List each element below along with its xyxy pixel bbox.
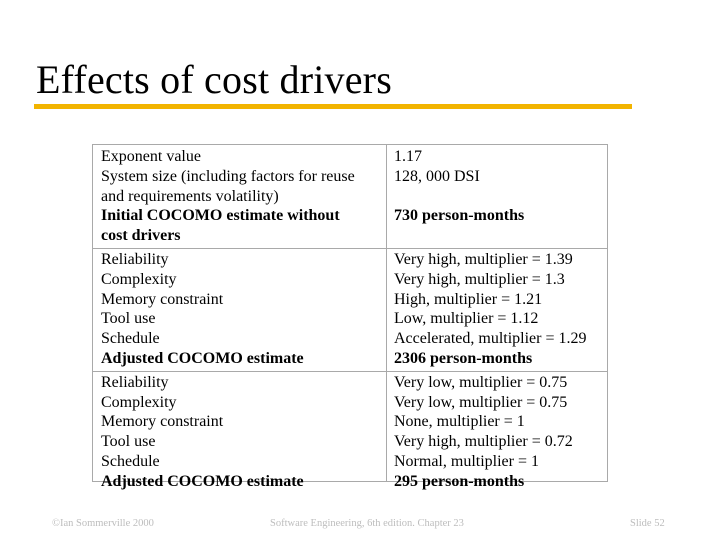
attribute-line: and requirements volatility)	[101, 187, 279, 205]
value-line: 128, 000 DSI	[394, 167, 480, 185]
value-line: 730 person-months	[394, 207, 525, 225]
cocomo-table	[92, 144, 608, 490]
table-cell-value	[394, 373, 573, 492]
table-cell-value	[394, 147, 524, 226]
value-line: Very low, multiplier = 0.75	[394, 373, 568, 391]
attribute-line: cost drivers	[101, 227, 181, 245]
slide-title: Effects of cost drivers	[36, 57, 392, 102]
value-line: Low, multiplier = 1.12	[394, 310, 539, 328]
attribute-line: Exponent value	[101, 148, 201, 165]
value-line: 295 person-months	[394, 472, 525, 490]
attribute-line: Memory constraint	[101, 290, 224, 308]
attribute-line: System size (including factors for reuse	[101, 167, 355, 185]
value-line: Very low, multiplier = 0.75	[394, 393, 568, 411]
footer-slide-number: Slide 52	[630, 518, 665, 529]
attribute-line: Reliability	[101, 251, 169, 268]
attribute-line: Memory constraint	[101, 413, 224, 431]
attribute-line: Adjusted COCOMO estimate	[101, 349, 304, 367]
value-line: Very high, multiplier = 1.3	[394, 270, 565, 288]
value-line: Very high, multiplier = 0.72	[394, 433, 573, 451]
value-line	[394, 187, 524, 207]
title-underline	[34, 104, 632, 109]
footer-book-reference: Software Engineering, 6th edition. Chapter 23	[270, 518, 464, 529]
table-cell-attribute	[101, 250, 304, 369]
attribute-line: Initial COCOMO estimate without	[101, 207, 340, 225]
attribute-line: Complexity	[101, 393, 177, 411]
attribute-line: Reliability	[101, 373, 169, 391]
section-divider	[93, 248, 607, 249]
value-line: None, multiplier = 1	[394, 413, 525, 431]
footer-copyright: ©Ian Sommerville 2000	[52, 518, 154, 529]
value-line: Normal, multiplier = 1	[394, 452, 539, 470]
attribute-line: Schedule	[101, 330, 160, 348]
value-line: High, multiplier = 1.21	[394, 290, 543, 308]
attribute-line: Tool use	[101, 433, 156, 451]
value-line: 2306 person-months	[394, 349, 533, 367]
value-line: Very high, multiplier = 1.39	[394, 251, 573, 268]
attribute-line: Complexity	[101, 270, 177, 288]
attribute-line: Tool use	[101, 310, 156, 328]
column-divider	[386, 145, 387, 481]
attribute-line: Schedule	[101, 452, 160, 470]
section-divider	[93, 371, 607, 372]
value-line: 1.17	[394, 148, 422, 165]
table-cell-attribute	[101, 147, 355, 246]
attribute-line: Adjusted COCOMO estimate	[101, 472, 304, 490]
table-cell-attribute	[101, 373, 304, 492]
value-line: Accelerated, multiplier = 1.29	[394, 330, 587, 348]
table-cell-value	[394, 250, 587, 369]
